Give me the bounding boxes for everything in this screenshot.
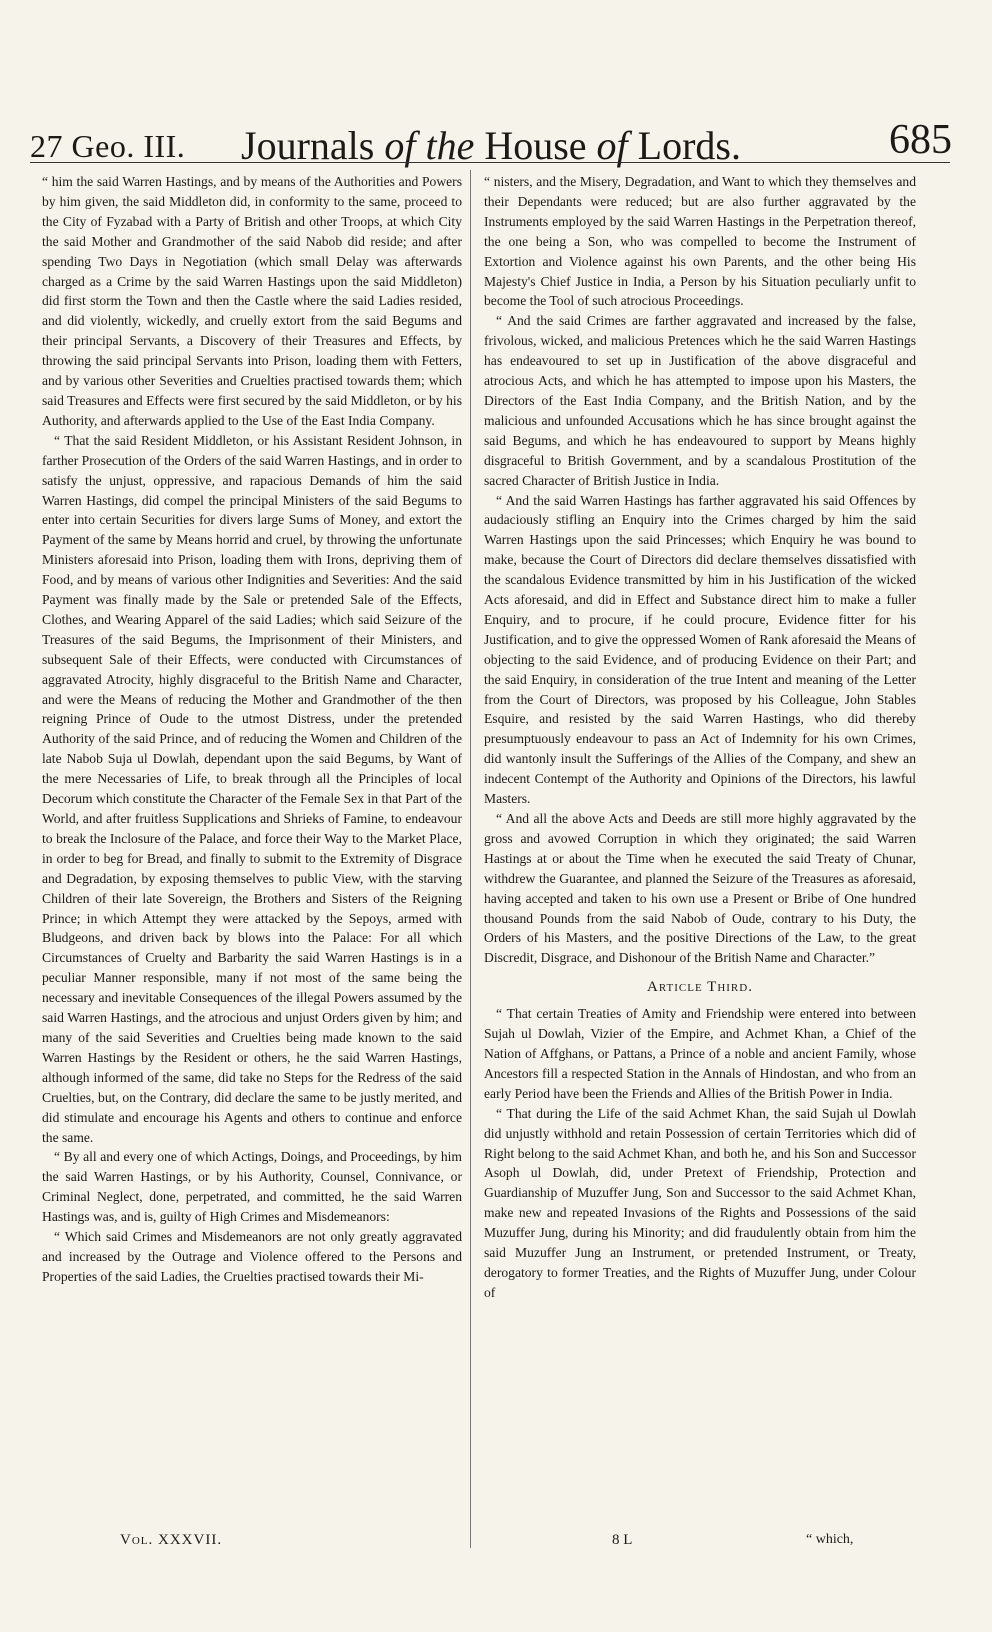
paragraph: “ That during the Life of the said Achmet Khan, the said Sujah ul Dowlah did unjustly withhold and retain Possession of certain Territories which did of Right belong to the said Achmet Khan, and both he, and his Son and Successor Asoph ul Dowlah, did, under Pretext of Friendship, Protection and Guardianship of Muzuffer Jung, Son and Successor to the said Achmet Khan, make new and repeated Invasions of the Rights and Possessions of the said Muzuffer Jung, during his Minority; and did fraudulently obtain from him the said Muzuffer Jung an Instrument, or pretended Instrument, or Treaty, derogatory to former Treaties, and the Rights of Muzuffer Jung, under Colour of: [484, 1105, 916, 1300]
paragraph: “ That certain Treaties of Amity and Friendship were entered into between Sujah ul Dowlah, Vizier of the Empire, and Achmet Khan, a Chief of the Nation of Affghans, or Pattans, a Prince of a noble and ancient Family, whose Ancestors fill a respected Station in the Annals of Hindostan, and who from an early Period have been the Friends and Allies of the British Power in India.: [484, 1006, 916, 1101]
title-word: of: [596, 123, 628, 168]
paragraph: “ By all and every one of which Actings, Doings, and Proceedings, by him the said Warren Hastings, or by his Authority, Counsel, Connivance, or Criminal Neglect, done, perpetrated, and committed, he the said Warren Hastings was, and is, guilty of High Crimes and Misdemeanors:: [42, 1149, 462, 1225]
title-word: House: [484, 123, 587, 168]
paragraph: “ him the said Warren Hastings, and by means of the Authorities and Powers by him given, the said Middleton did, in conformity to the same, proceed to the City of Fyzabad with a Party of British and other Troops, at which City the said Mother and Grandmother of the said Nabob did reside; and after spending Two Days in Negotiation (which small Delay was afterwards charged as a Crime by the said Warren Hastings upon the said Middleton) did first storm the Town and then the Castle where the said Ladies resided, and did violently, wickedly, and cruelly extort from the said Begums and their principal Servants, a Discovery of their Treasures and Effects, by throwing the said principal Servants into Prison, loading them with Fetters, and by various other Severities and Cruelties practised towards them; which said Treasures and Effects were first secured by the said Middleton, or by his Authority, and afterwards applied to the Use of the East India Company.: [42, 174, 462, 428]
page-number: 685: [889, 117, 952, 163]
signature-mark: 8 L: [612, 1532, 633, 1548]
volume-number: Vol. XXXVII.: [120, 1532, 223, 1548]
title-word: Journals: [241, 123, 375, 168]
title-word: Lords.: [637, 123, 741, 168]
header-rule: [30, 162, 950, 163]
column-divider: [470, 170, 471, 1548]
catchword: “ which,: [806, 1532, 854, 1547]
regnal-year: 27 Geo. III.: [30, 128, 186, 164]
paragraph: “ And all the above Acts and Deeds are still more highly aggravated by the gross and avowed Corruption in which they originated; the said Warren Hastings at or about the Time when he executed the said Treaty of Chunar, withdrew the Guarantee, and planned the Seizure of the Treasures as aforesaid, having accepted and taken to his own use a Present or Bribe of One hundred thousand Pounds from the said Nabob of Oude, contrary to his Duty, the Orders of his Masters, and the positive Directions of the Law, to the great Discredit, Disgrace, and Dishonour of the British Name and Character.”: [484, 811, 916, 966]
title-word: the: [425, 123, 475, 168]
paragraph: “ And the said Warren Hastings has farther aggravated his said Offences by audaciously stifling an Enquiry into the Crimes charged by him the said Warren Hastings upon the said Princesses; which Enquiry he was bound to make, because the Court of Directors did declare themselves dissatisfied with the scandalous Evidence transmitted by him in his Justification of the wicked Acts aforesaid, and did in Effect and Substance direct him to make a fuller Enquiry, and to procure, if he could procure, Evidence fitter for his Justification, and to give the oppressed Women of Rank aforesaid the Means of objecting to the said Evidence, and of producing Evidence on their Part; and the said Enquiry, in consideration of the true Intent and meaning of the Letter from the Court of Directors, was proposed by his Colleague, John Stables Esquire, and resisted by the said Warren Hastings, who did thereby presumptuously endeavour to pass an Act of Indemnity for his own Crimes, did wantonly insult the Sufferings of the Allies of the Company, and shew an indecent Contempt of the Authority and Opinions of the Directors, his lawful Masters.: [484, 492, 916, 807]
right-column: [484, 172, 916, 1303]
page-header: [30, 96, 952, 168]
left-column: [42, 172, 462, 1287]
paragraph: “ That the said Resident Middleton, or his Assistant Resident Johnson, in farther Prosecution of the Orders of the said Warren Hastings, and in order to satisfy the unjust, oppressive, and rapacious Demands of him the said Warren Hastings, did compel the principal Ministers of the said Begums to enter into certain Securities for divers large Sums of Money, and extort the Payment of the same by Means horrid and cruel, by throwing the unfortunate Ministers aforesaid into Prison, loading them with Irons, depriving them of Food, and by means of various other Indignities and Severities: And the said Payment was finally made by the Sale or pretended Sale of the Effects, Clothes, and Wearing Apparel of the said Ladies; which said Seizure of the Treasures of the said Begums, the Imprisonment of their Ministers, and subsequent Sale of their Effects, were conducted with Circumstances of aggravated Atrocity, highly disgraceful to the British Name and Character, and were the Means of reducing the Mother and Grandmother of the then reigning Prince of Oude to the utmost Distress, under the pretended Authority of the said Prince, and of reducing the Women and Children of the late Nabob Suja ul Dowlah, dependant upon the said Begums, by Want of the mere Necessaries of Life, to break through all the Principles of local Decorum which constitute the Character of the Female Sex in that Part of the World, and after fruitless Supplications and Shrieks of Famine, to endeavour to break the Inclosure of the Palace, and force their Way to the Market Place, in order to beg for Bread, and finally to submit to the Extremity of Disgrace and Degradation, by exposing themselves to public View, with the starving Children of their late Sovereign, the Brothers and Sisters of the Reigning Prince; in which Attempt they were attacked by the Sepoys, armed with Bludgeons, and driven back by blows into the Palace: For all which Circumstances of Cruelty and Barbarity the said Warren Hastings is in a peculiar Manner responsible, many if not most of the same being the necessary and inevitable Consequences of the illegal Powers assumed by the said Warren Hastings, and the atrocious and unjust Orders given by him; and many of the said Severities and Cruelties being made known to the said Warren Hastings by the Resident or others, he the said Warren Hastings, although informed of the same, did take no Steps for the Redress of the said Cruelties, but, on the Contrary, did declare the same to be justly merited, and did stimulate and encourage his Agents and others to continue and enforce the same.: [42, 432, 462, 1145]
paragraph: “ nisters, and the Misery, Degradation, and Want to which they themselves and their Dependants were reduced; but are also further aggravated by the Instruments employed by the said Warren Hastings in the Perpetration thereof, the one being a Son, who was compelled to become the Instrument of Extortion and Violence against his own Parents, and the other being His Majesty's Chief Justice in India, a Person by his Situation peculiarly unfit to become the Tool of such atrocious Proceedings.: [484, 174, 916, 309]
title-word: of: [384, 123, 416, 168]
paragraph: “ And the said Crimes are farther aggravated and increased by the false, frivolous, wicked, and malicious Pretences which he the said Warren Hastings has endeavoured to set up in Justification of the above disgraceful and atrocious Acts, and which he has attempted to impose upon his Masters, the Directors of the East India Company, and the British Nation, and by the malicious and unfounded Accusations which he has since brought against the said Begums, and which he has endeavoured to support by Means highly disgraceful to British Government, and by a scandalous Prostitution of the sacred Character of British Justice in India.: [484, 313, 916, 488]
paragraph: “ Which said Crimes and Misdemeanors are not only greatly aggravated and increased by the Outrage and Violence offered to the Persons and Properties of the said Ladies, the Cruelties practised towards their Mi-: [42, 1229, 462, 1284]
article-heading: Article Third.: [647, 979, 753, 996]
